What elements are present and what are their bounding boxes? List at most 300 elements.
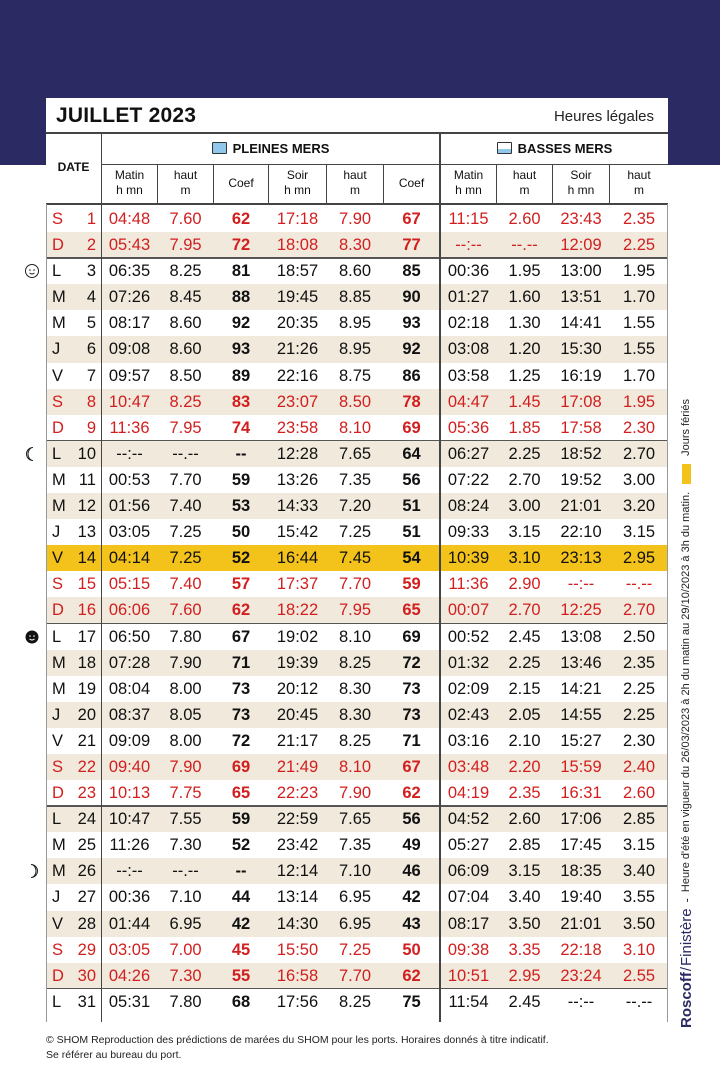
pm-morning-time: 09:09 [108,731,151,750]
subhead-line: haut [343,168,367,182]
pm-morning-coef: 55 [231,966,251,985]
pm-evening-coef: 50 [402,940,421,959]
bm-evening-height: 2.40 [622,757,656,776]
day-number: 30 [77,966,96,985]
subhead-line: m [350,183,360,197]
pm-evening-coef: 90 [402,288,421,307]
pm-morning-height: 7.90 [169,757,202,776]
low-tide-icon [497,142,512,154]
table-row [46,284,668,310]
subhead-line: m [634,183,644,197]
table-row [46,650,668,676]
pm-morning-height: 8.00 [169,679,202,698]
pm-morning-time: 06:35 [108,262,151,281]
pm-evening-coef: 51 [402,497,421,516]
pm-evening-time: 13:14 [276,888,319,907]
tide-table-card [46,98,668,1030]
pm-morning-coef: 93 [231,340,251,359]
bm-morning-time: 00:07 [447,601,490,620]
legal-time-note: Heures légales [553,108,654,125]
bm-evening-height: 2.25 [622,236,656,255]
port-slash: / [677,966,695,972]
table-row [46,545,668,571]
holiday-legend: Jours fériés [680,399,692,456]
pm-morning-coef: 69 [231,757,251,776]
pm-morning-time: 00:36 [108,888,151,907]
table-row [46,728,668,754]
weekday-letter: J [52,340,61,359]
pm-morning-height: 6.95 [169,914,202,933]
pm-evening-height: 8.30 [338,679,372,698]
bm-evening-time: 22:10 [560,523,602,542]
bm-morning-time: 03:48 [447,757,490,776]
pm-evening-height: 7.65 [338,444,372,463]
pm-morning-time: 05:43 [108,236,151,255]
weekday-letter: D [52,236,64,255]
weekday-letter: V [52,731,64,750]
copyright-note [46,1033,549,1063]
pm-evening-time: 14:33 [276,497,319,516]
pm-evening-time: 15:50 [276,940,319,959]
weekday-letter: S [52,757,64,776]
bm-morning-height: 3.10 [508,549,541,568]
table-row [46,780,668,806]
pm-evening-time: 18:22 [276,601,319,620]
pm-evening-time: 23:42 [276,836,319,855]
pm-evening-time: 23:58 [276,418,319,437]
new-moon-icon [24,629,40,645]
pm-morning-height: 7.25 [169,549,202,568]
bm-morning-height: 2.35 [508,784,541,803]
day-number: 31 [77,992,96,1011]
pm-evening-time: 13:26 [276,470,319,489]
bm-morning-time: 02:09 [447,679,490,698]
weekday-letter: S [52,940,64,959]
table-row [46,884,668,910]
pm-evening-time: 21:26 [276,340,319,359]
pm-evening-time: 19:02 [276,627,319,646]
last-moon-icon [24,446,40,462]
pm-evening-height: 8.30 [338,236,372,255]
bm-evening-time: 13:46 [560,653,602,672]
pm-evening-height: 7.70 [338,966,372,985]
pm-evening-time: 18:08 [276,236,319,255]
subhead-line: haut [173,168,198,182]
divider [439,204,441,1022]
bm-morning-time: 04:47 [447,392,490,411]
pm-morning-time: 03:05 [108,940,151,959]
day-number: 15 [77,575,96,594]
day-number: 2 [86,236,96,255]
bm-morning-height: 3.15 [508,862,541,881]
pm-evening-height: 8.85 [338,288,372,307]
bm-morning-time: 00:36 [447,262,490,281]
pm-morning-coef: 62 [231,601,251,620]
bm-evening-height: 2.70 [622,444,656,463]
pm-evening-coef: 75 [402,992,421,1011]
bm-morning-time: 09:33 [447,523,490,542]
weekday-letter: D [52,966,64,985]
bm-evening-time: 23:43 [560,210,602,228]
subhead-line: Soir [570,168,592,182]
pleines-mers-header [102,132,439,164]
pm-evening-coef: 59 [402,575,421,594]
basses-mers-header [441,132,668,164]
pm-morning-time: 06:06 [108,601,151,620]
pm-morning-time: 09:08 [108,340,151,359]
pm-morning-coef: 62 [231,210,251,228]
table-row [46,702,668,728]
pm-morning-time: 11:26 [109,836,150,855]
weekday-letter: M [52,314,66,333]
pm-morning-coef: 72 [231,236,251,255]
pm-evening-coef: 51 [402,523,421,542]
pm-evening-time: 22:59 [276,810,319,829]
pm-morning-height: 8.60 [169,314,202,333]
weekday-letter: L [52,810,62,829]
pm-morning-height: 7.55 [169,810,202,829]
bm-morning-time: --:-- [455,236,482,255]
weekday-letter: M [52,653,66,672]
weekday-letter: D [52,418,64,437]
subhead-line: Coef [398,175,425,190]
tide-rows [46,206,668,1015]
table-row [46,389,668,415]
subhead-line: Matin [114,168,145,182]
pm-evening-coef: 54 [402,549,421,568]
day-number: 17 [77,627,96,646]
first-moon-icon [24,863,40,879]
pm-morning-coef: 88 [231,288,251,307]
pm-evening-coef: 85 [402,262,421,281]
bm-morning-time: 05:27 [447,836,490,855]
pm-morning-height: --.-- [172,444,199,463]
pm-evening-height: 6.95 [338,888,372,907]
subhead-line: h mn [116,183,143,197]
pm-morning-time: 10:13 [108,784,151,803]
bm-morning-height: --.-- [511,236,538,255]
pm-morning-height: 7.40 [169,497,202,516]
day-number: 21 [77,731,96,750]
bm-morning-height: 2.20 [508,757,541,776]
pm-evening-height: 7.65 [338,810,372,829]
bm-evening-time: 18:52 [560,444,602,463]
pm-evening-time: 12:14 [276,862,319,881]
bm-evening-height: 3.55 [622,888,656,907]
weekday-letter: S [52,575,64,594]
pm-morning-time: --:-- [116,862,143,881]
weekday-letter: M [52,679,66,698]
bm-morning-time: 01:27 [447,288,490,307]
copyright-line: © SHOM Reproduction des prédictions de marées du SHOM pour les ports. Horaires donnés à titre indicatif. [46,1034,549,1046]
day-number: 19 [77,679,96,698]
day-number: 28 [77,914,96,933]
bm-morning-height: 2.45 [508,627,541,646]
pm-evening-coef: 62 [402,784,421,803]
pm-evening-coef: 73 [402,679,421,698]
haut-header [327,164,383,202]
pm-morning-time: 07:26 [108,288,151,307]
subhead-line: Matin [453,168,484,182]
day-number: 4 [86,288,96,307]
table-row [46,336,668,362]
pm-evening-coef: 64 [402,444,421,463]
weekday-letter: J [52,888,61,907]
pm-morning-coef: 45 [231,940,251,959]
bm-morning-time: 08:24 [447,497,490,516]
table-row [46,989,668,1015]
bm-evening-time: 13:00 [560,262,602,281]
table-row [46,258,668,284]
bm-evening-time: 17:45 [560,836,602,855]
bm-evening-time: 15:30 [560,340,602,359]
pm-morning-height: 7.40 [169,575,202,594]
pm-morning-time: 11:36 [109,418,150,437]
divider [46,203,668,205]
pm-morning-time: 04:26 [108,966,151,985]
bm-morning-time: 01:32 [447,653,490,672]
bm-morning-time: 08:17 [447,914,490,933]
pm-morning-time: 04:14 [108,549,151,568]
bm-evening-height: 3.20 [622,497,656,516]
bm-morning-time: 00:52 [447,627,490,646]
pm-evening-time: 23:07 [276,392,319,411]
weekday-letter: M [52,497,66,516]
table-row [46,441,668,467]
bm-evening-time: 14:21 [560,679,602,698]
pm-evening-coef: 71 [402,731,421,750]
pm-evening-time: 19:45 [276,288,319,307]
bm-morning-time: 07:22 [447,470,490,489]
bm-evening-height: 3.40 [622,862,656,881]
bm-evening-time: 19:52 [560,470,602,489]
day-number: 29 [77,940,96,959]
bm-evening-time: 22:18 [560,940,602,959]
pm-evening-coef: 73 [402,705,421,724]
pm-morning-time: 08:37 [108,705,151,724]
table-row [46,310,668,336]
bm-morning-height: 2.25 [508,653,541,672]
pm-morning-coef: 71 [231,653,251,672]
weekday-letter: V [52,914,64,933]
pm-evening-coef: 49 [402,836,421,855]
pm-evening-height: 8.95 [338,314,372,333]
pm-morning-coef: 67 [231,627,251,646]
divider [101,204,102,1022]
day-number: 16 [77,601,96,620]
pm-morning-time: 10:47 [108,810,151,829]
pm-evening-time: 14:30 [276,914,319,933]
day-number: 23 [77,784,96,803]
bm-morning-height: 2.45 [508,992,541,1011]
port-name: Roscoff [677,972,695,1028]
day-number: 10 [77,444,96,463]
pm-morning-time: 04:48 [108,210,151,228]
pm-evening-height: 8.25 [338,653,372,672]
day-number: 26 [77,862,96,881]
pm-morning-height: 7.70 [169,470,202,489]
bm-morning-time: 10:39 [447,549,490,568]
pm-morning-height: 8.50 [169,366,202,385]
weekday-letter: L [52,992,62,1011]
pm-evening-time: 15:42 [276,523,319,542]
pm-morning-coef: 83 [231,392,251,411]
pm-evening-coef: 56 [402,470,421,489]
subhead-line: haut [512,168,537,182]
bm-evening-height: 1.55 [622,340,656,359]
bm-evening-height: 1.55 [622,314,656,333]
bm-evening-height: 2.30 [622,731,656,750]
bm-morning-time: 04:19 [447,784,490,803]
pm-evening-coef: 67 [402,210,421,228]
bm-evening-time: 16:31 [560,784,602,803]
matin-header [441,164,496,202]
bm-morning-height: 1.45 [508,392,541,411]
bm-morning-height: 2.95 [508,966,541,985]
bm-evening-time: 17:08 [560,392,602,411]
bm-evening-height: 1.95 [622,262,656,281]
bm-evening-time: 15:27 [560,731,602,750]
pm-evening-height: 8.10 [338,418,372,437]
subhead-line: h mn [284,183,311,197]
pm-evening-coef: 69 [402,627,421,646]
pm-morning-coef: 57 [231,575,251,594]
pm-evening-time: 21:49 [276,757,319,776]
bm-morning-time: 11:36 [448,575,489,594]
pm-morning-height: 7.80 [169,627,202,646]
subhead-line: Soir [286,168,309,182]
bm-evening-height: 2.85 [622,810,656,829]
pm-evening-coef: 72 [402,653,421,672]
haut-header [158,164,213,202]
bm-morning-time: 07:04 [447,888,490,907]
haut-header [610,164,668,202]
pm-morning-height: 7.80 [169,992,202,1011]
date-header: DATE [57,160,90,174]
bm-evening-time: 16:19 [560,366,602,385]
bm-morning-height: 1.25 [508,366,541,385]
table-row [46,597,668,623]
pm-morning-coef: -- [235,862,247,881]
bm-evening-height: 2.55 [622,966,656,985]
pm-evening-coef: 62 [402,966,421,985]
bm-morning-height: 2.60 [508,210,541,228]
pm-evening-coef: 65 [402,601,421,620]
bm-morning-time: 03:08 [447,340,490,359]
bm-evening-time: 21:01 [560,914,602,933]
pm-morning-height: 7.75 [169,784,202,803]
bm-evening-height: 2.25 [622,679,656,698]
bm-evening-time: 15:59 [560,757,602,776]
bm-evening-height: 3.50 [622,914,656,933]
pm-morning-time: 05:31 [108,992,151,1011]
pm-morning-coef: 73 [231,705,251,724]
bm-evening-height: 2.30 [622,418,656,437]
subhead-line: haut [627,168,651,182]
subhead-line: h mn [567,183,595,197]
weekday-letter: M [52,836,66,855]
pm-morning-height: 7.60 [169,601,202,620]
bm-evening-height: 3.15 [622,523,656,542]
bm-evening-height: 3.10 [622,940,656,959]
bm-morning-time: 10:51 [447,966,490,985]
pm-morning-coef: 53 [231,497,251,516]
pm-morning-height: 8.25 [169,262,202,281]
pm-evening-time: 22:23 [276,784,319,803]
pm-morning-time: 01:44 [108,914,151,933]
table-row [46,963,668,989]
divider [667,204,668,1022]
pm-evening-time: 20:45 [276,705,319,724]
bm-evening-height: 3.15 [622,836,656,855]
day-number: 11 [78,470,96,489]
subhead-line: Coef [228,175,254,190]
pm-evening-time: 17:37 [276,575,319,594]
title-row [46,98,668,132]
pm-morning-time: 07:28 [108,653,151,672]
bm-morning-time: 04:52 [447,810,490,829]
day-number: 27 [77,888,96,907]
subhead-line: m [519,183,530,197]
bm-evening-time: 12:09 [560,236,602,255]
table-row [46,624,668,650]
pm-morning-coef: 92 [231,314,251,333]
divider [46,204,47,1022]
subhead-line: h mn [455,183,482,197]
pm-evening-time: 16:58 [276,966,319,985]
table-row [46,806,668,832]
bm-evening-time: 17:58 [560,418,602,437]
bm-morning-height: 2.70 [508,470,541,489]
pm-morning-coef: 89 [231,366,251,385]
pm-evening-height: 7.95 [338,601,372,620]
pm-evening-height: 7.90 [338,784,372,803]
pm-evening-time: 17:18 [276,210,319,228]
day-number: 22 [77,757,96,776]
pm-morning-height: 8.60 [169,340,202,359]
weekday-letter: J [52,705,61,724]
weekday-letter: M [52,470,66,489]
day-number: 13 [77,523,96,542]
side-caption [674,399,698,1028]
bm-evening-height: 1.70 [622,288,656,307]
day-number: 14 [77,549,96,568]
pm-morning-coef: 52 [231,549,251,568]
bm-evening-height: 2.35 [622,210,656,228]
table-row [46,832,668,858]
pm-evening-height: 8.30 [338,705,372,724]
bm-evening-time: --:-- [567,992,595,1011]
weekday-letter: L [52,627,62,646]
pm-evening-coef: 93 [402,314,421,333]
bm-morning-time: 03:16 [447,731,490,750]
pm-morning-height: 7.95 [169,236,202,255]
pm-evening-coef: 77 [402,236,421,255]
bm-morning-height: 1.60 [508,288,541,307]
pm-morning-coef: 42 [231,914,251,933]
bm-morning-time: 11:54 [448,992,489,1011]
pm-evening-time: 22:16 [276,366,319,385]
table-row [46,937,668,963]
pm-evening-coef: 69 [402,418,421,437]
matin-header [102,164,157,202]
bm-morning-height: 2.15 [508,679,541,698]
pm-evening-height: 7.70 [338,575,372,594]
pm-morning-coef: -- [235,444,247,463]
pm-evening-coef: 43 [402,914,421,933]
pm-evening-time: 17:56 [276,992,319,1011]
day-number: 1 [86,210,96,228]
